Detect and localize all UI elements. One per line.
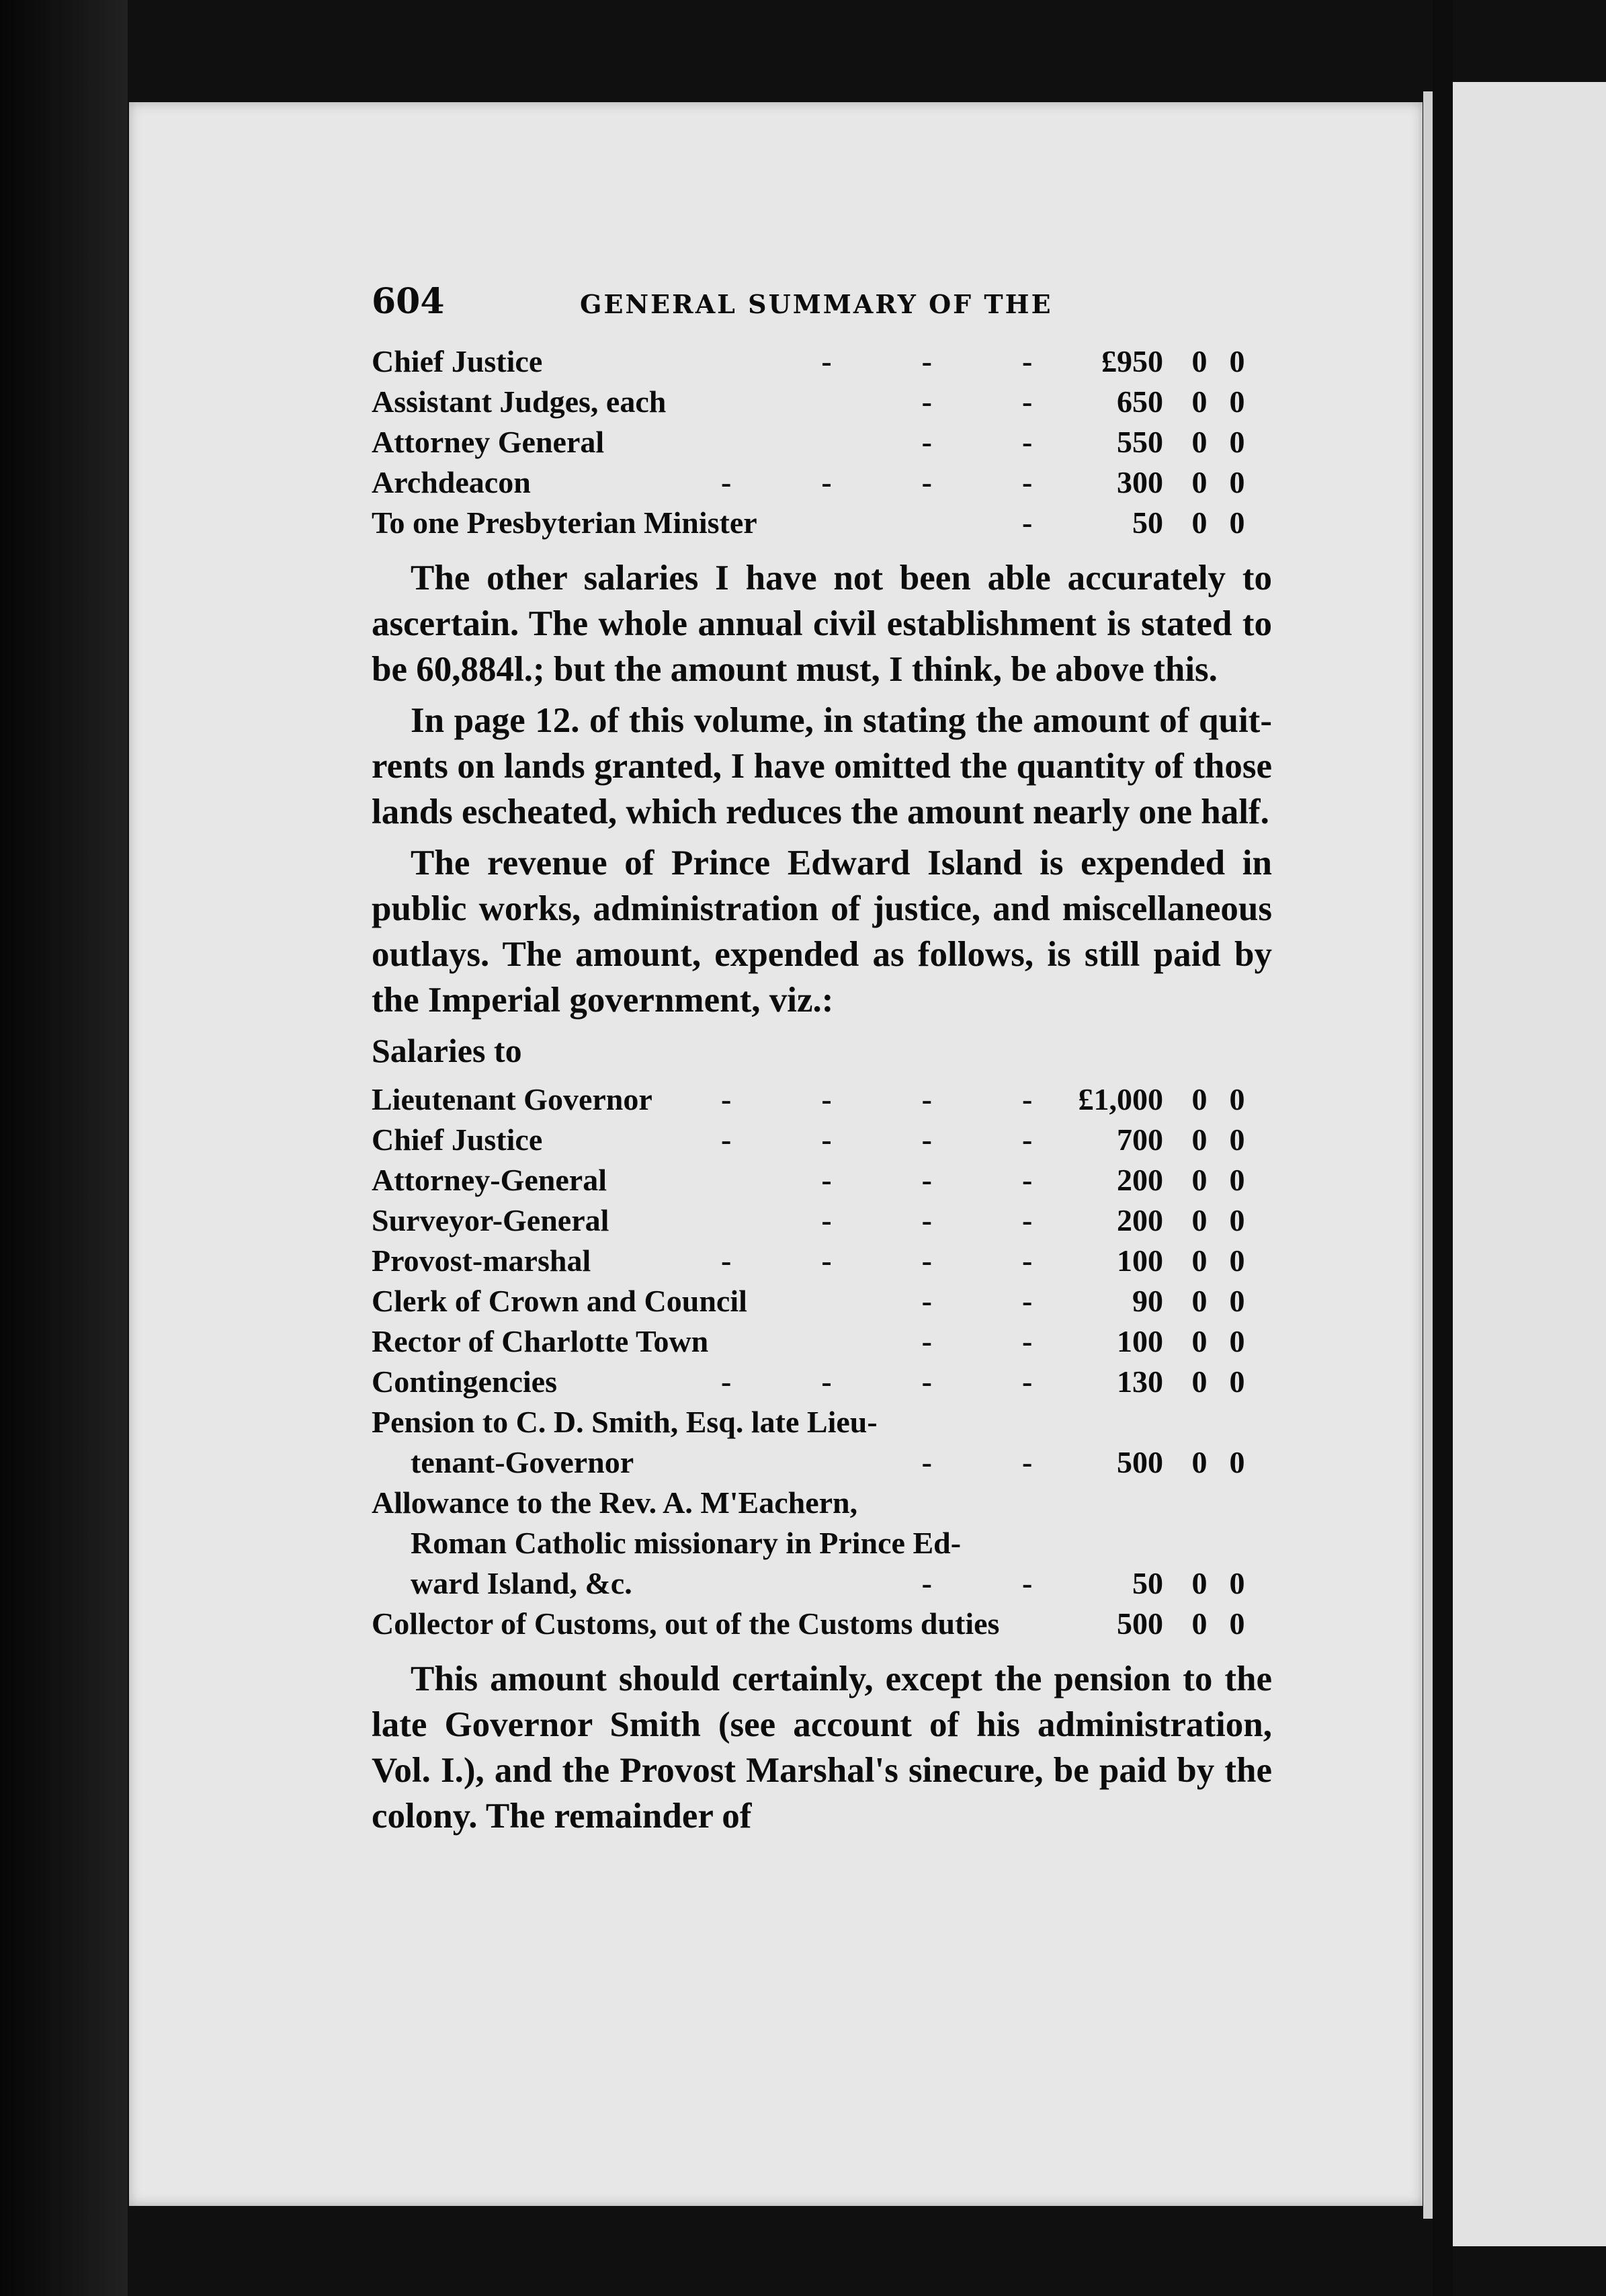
leader-dash: - [821,1122,832,1157]
amount-pence: 0 [1229,384,1245,419]
table-row [372,1362,1312,1402]
row-label: Pension to C. D. Smith, Esq. late Lieu- [372,1405,878,1439]
table-row [372,382,1312,422]
amount-shillings: 0 [1191,1082,1208,1116]
table-row [372,1563,1312,1604]
leader-dash: - [1022,344,1033,378]
row-label: Chief Justice [372,1122,543,1157]
table-row [372,1321,1312,1362]
leader-dash: - [1022,384,1033,419]
page-number: 604 [372,281,445,322]
amount-pounds: 130 [1117,1364,1163,1399]
paragraph: In page 12. of this volume, in stating the amount of quit-rents on lands granted, I have omitted the quantity of those lands escheated, which reduces the amount nearly one half. [372,701,1272,831]
amount-pence: 0 [1229,344,1245,378]
amount-pence: 0 [1229,1082,1245,1116]
amount-pence: 0 [1229,1163,1245,1197]
amount-pounds: £950 [1101,344,1163,378]
row-label: Roman Catholic missionary in Prince Ed- [411,1526,962,1560]
scan-left-margin [0,0,128,2296]
paragraph: The revenue of Prince Edward Island is expended in public works, administration of justice, and miscellaneous outlays. The amount, expended as follows, is still paid by the Imperial government, viz.: [372,844,1272,1020]
amount-pence: 0 [1229,1122,1245,1157]
row-label: ward Island, &c. [411,1566,632,1600]
leader-dash: - [821,465,832,499]
amount-shillings: 0 [1191,465,1208,499]
leader-dash: - [1022,1324,1033,1358]
leader-dash: - [921,1163,932,1197]
leader-dash: - [921,1324,932,1358]
table-row [372,422,1312,462]
row-label: Allowance to the Rev. A. M'Eachern, [372,1485,858,1520]
amount-pence: 0 [1229,1445,1245,1479]
leader-dash: - [821,1163,832,1197]
row-label: Attorney-General [372,1163,607,1197]
amount-shillings: 0 [1191,505,1208,540]
amount-pounds: 200 [1117,1203,1163,1237]
leader-dash: - [921,465,932,499]
page-text [372,276,1312,1844]
amount-pence: 0 [1229,425,1245,459]
row-label: Provost-marshal [372,1243,591,1278]
amount-pence: 0 [1229,1606,1245,1641]
row-label: Assistant Judges, each [372,384,667,419]
amount-pounds: 550 [1117,425,1163,459]
leader-dash: - [721,465,732,499]
table-row [372,1200,1312,1241]
leader-dash: - [1022,1122,1033,1157]
table-row [372,341,1312,382]
row-label: tenant-Governor [411,1445,634,1479]
amount-pounds: 90 [1132,1284,1163,1318]
leader-dash: - [921,1082,932,1116]
amount-shillings: 0 [1191,344,1208,378]
amount-pence: 0 [1229,1324,1245,1358]
leader-dash: - [921,425,932,459]
leader-dash: - [921,1566,932,1600]
table-row [372,1523,1312,1563]
amount-pounds: 50 [1132,505,1163,540]
amount-pounds: 650 [1117,384,1163,419]
leader-dash: - [1022,425,1033,459]
table-row [372,1402,1312,1442]
leader-dash: - [921,344,932,378]
amount-shillings: 0 [1191,1445,1208,1479]
leader-dash: - [1022,1566,1033,1600]
leader-dash: - [1022,1445,1033,1479]
row-label: Attorney General [372,425,605,459]
amount-shillings: 0 [1191,384,1208,419]
amount-shillings: 0 [1191,1163,1208,1197]
running-head-title: GENERAL SUMMARY OF THE [580,289,1053,319]
amount-pounds: 500 [1117,1445,1163,1479]
table-row [372,1241,1312,1281]
amount-shillings: 0 [1191,1203,1208,1237]
leader-dash: - [1022,1284,1033,1318]
gutter-shadow [1433,0,1453,2296]
amount-pence: 0 [1229,1203,1245,1237]
leader-dash: - [921,1284,932,1318]
amount-shillings: 0 [1191,1122,1208,1157]
amount-shillings: 0 [1191,1243,1208,1278]
leader-dash: - [821,344,832,378]
paragraph: This amount should certainly, except the pension to the late Governor Smith (see account of his administration, Vol. I.), and the Provost Marshal's sinecure, be paid by the colony. The remainder of [372,1659,1272,1836]
amount-pounds: 100 [1117,1324,1163,1358]
leader-dash: - [721,1364,732,1399]
leader-dash: - [1022,1163,1033,1197]
row-label: Archdeacon [372,465,531,499]
amount-shillings: 0 [1191,425,1208,459]
amount-pence: 0 [1229,1566,1245,1600]
amount-pence: 0 [1229,505,1245,540]
page-edge [1423,91,1433,2219]
amount-pence: 0 [1229,465,1245,499]
leader-dash: - [1022,505,1033,540]
leader-dash: - [1022,1243,1033,1278]
row-label: To one Presbyterian Minister [372,505,757,540]
leader-dash: - [921,1203,932,1237]
table-row [372,1442,1312,1483]
paragraph: The other salaries I have not been able accurately to ascertain. The whole annual civil establishment is stated to be 60,884l.; but the amount must, I think, be above this. [372,559,1272,689]
row-label: Lieutenant Governor [372,1082,652,1116]
facing-page [1453,82,1606,2246]
table-row [372,1604,1312,1644]
salaries-heading: Salaries to [372,1032,522,1069]
leader-dash: - [821,1082,832,1116]
row-label: Collector of Customs, out of the Customs duties [372,1606,1000,1641]
running-head [372,276,1312,323]
row-label: Surveyor-General [372,1203,609,1237]
row-label: Contingencies [372,1364,557,1399]
table-row [372,1079,1312,1120]
row-label: Clerk of Crown and Council [372,1284,747,1318]
leader-dash: - [1022,1364,1033,1399]
leader-dash: - [1022,1082,1033,1116]
table-row [372,503,1312,543]
amount-shillings: 0 [1191,1284,1208,1318]
leader-dash: - [921,1364,932,1399]
amount-pounds: 100 [1117,1243,1163,1278]
leader-dash: - [821,1364,832,1399]
leader-dash: - [721,1082,732,1116]
leader-dash: - [821,1243,832,1278]
amount-pence: 0 [1229,1284,1245,1318]
leader-dash: - [921,1122,932,1157]
table-row [372,1120,1312,1160]
amount-pence: 0 [1229,1364,1245,1399]
amount-pounds: 300 [1117,465,1163,499]
leader-dash: - [921,384,932,419]
amount-pounds: 500 [1117,1606,1163,1641]
amount-pounds: 700 [1117,1122,1163,1157]
table-row [372,1483,1312,1523]
leader-dash: - [721,1122,732,1157]
amount-pence: 0 [1229,1243,1245,1278]
leader-dash: - [1022,465,1033,499]
leader-dash: - [721,1243,732,1278]
table-row [372,462,1312,503]
amount-shillings: 0 [1191,1566,1208,1600]
leader-dash: - [821,1203,832,1237]
row-label: Chief Justice [372,344,543,378]
salary-table-1 [372,341,1312,543]
table-row [372,1160,1312,1200]
amount-shillings: 0 [1191,1364,1208,1399]
amount-pounds: 50 [1132,1566,1163,1600]
amount-pounds: £1,000 [1078,1082,1163,1116]
leader-dash: - [1022,1203,1033,1237]
amount-pounds: 200 [1117,1163,1163,1197]
amount-shillings: 0 [1191,1324,1208,1358]
salary-table-2 [372,1079,1312,1644]
leader-dash: - [921,1243,932,1278]
leader-dash: - [921,1445,932,1479]
amount-shillings: 0 [1191,1606,1208,1641]
row-label: Rector of Charlotte Town [372,1324,709,1358]
table-row [372,1281,1312,1321]
